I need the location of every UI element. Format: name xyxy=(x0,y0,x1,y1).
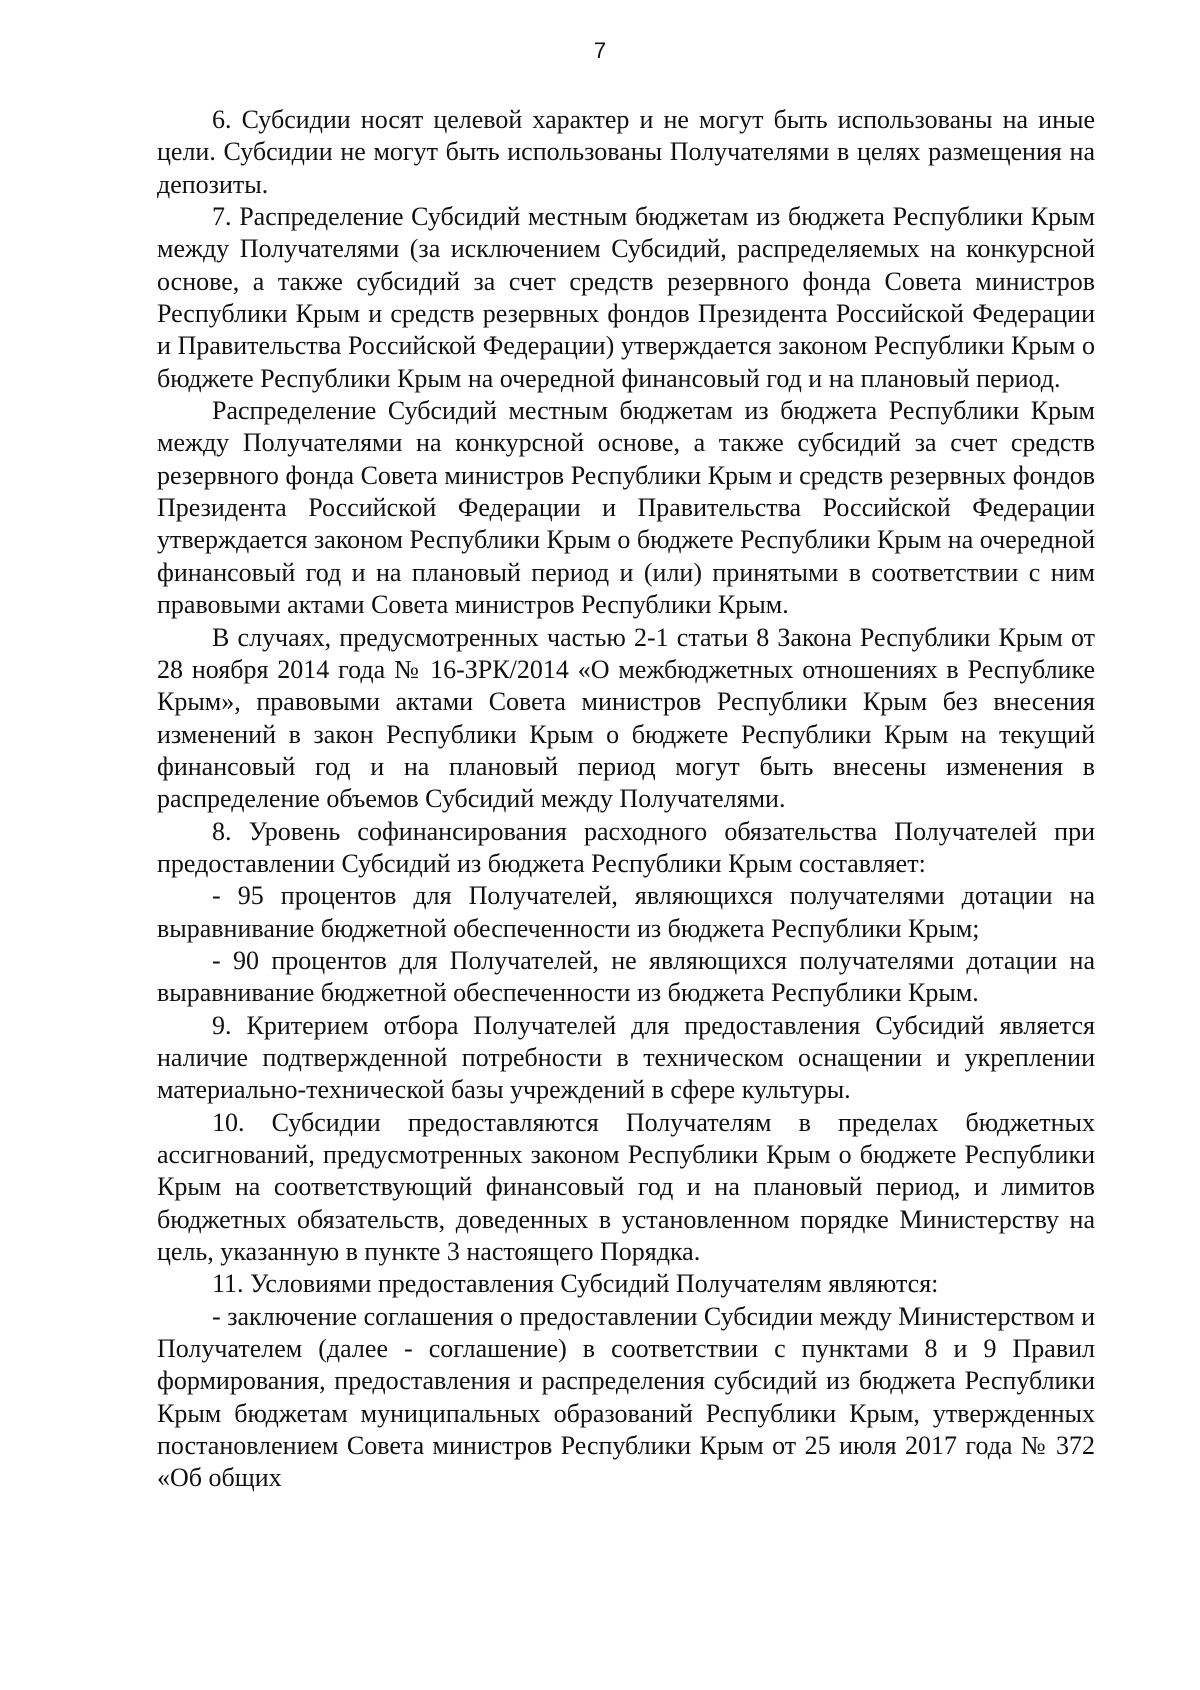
paragraph-11-item-agreement: - заключение соглашения о предоставлении Субсидии между Министерством и Получателем (далее - соглашение) в соответствии с пунктами 8 и 9 Правил формирования, предоставления и распределения субсидий из бюджета Республики Крым бюджетам муниципальных образований Республики Крым, утвержденных постановлением Совета министров Республики Крым от 25 июля 2017 года № 372 «Об общих xyxy=(157,1301,1095,1493)
paragraph-10: 10. Субсидии предоставляются Получателям в пределах бюджетных ассигнований, предусмотренных законом Республики Крым о бюджете Республики Крым на соответствующий финансовый год и на плановый период, и лимитов бюджетных обязательств, доведенных в установленном порядке Министерству на цель, указанную в пункте 3 настоящего Порядка. xyxy=(157,1107,1095,1267)
paragraph-11: 11. Условиями предоставления Субсидий Получателям являются: xyxy=(212,1269,939,1299)
page-number: 7 xyxy=(593,38,607,63)
document-body xyxy=(157,104,1095,1495)
paragraph-8-item-95: - 95 процентов для Получателей, являющихся получателями дотации на выравнивание бюджетной обеспеченности из бюджета Республики Крым; xyxy=(157,881,1095,943)
paragraph-7: 7. Распределение Субсидий местным бюджетам из бюджета Республики Крым между Получателями (за исключением Субсидий, распределяемых на конкурсной основе, а также субсидий за счет средств резервного фонда Совета министров Республики Крым и средств резервных фондов Президента Российской Федерации и Правительства Российской Федерации) утверждается законом Республики Крым о бюджете Республики Крым на очередной финансовый год и на плановый период. xyxy=(157,202,1095,393)
paragraph-8: 8. Уровень софинансирования расходного обязательства Получателей при предоставлении Субсидий из бюджета Республики Крым составляет: xyxy=(157,816,1095,878)
paragraph-9: 9. Критерием отбора Получателей для предоставления Субсидий является наличие подтвержденной потребности в техническом оснащении и укреплении материально-технической базы учреждений в сфере культуры. xyxy=(157,1010,1095,1105)
paragraph-7-distribution-competitive: Распределение Субсидий местным бюджетам из бюджета Республики Крым между Получателями на конкурсной основе, а также субсидий за счет средств резервного фонда Совета министров Республики Крым и средств резервных фондов Президента Российской Федерации и Правительства Российской Федерации утверждается законом Республики Крым о бюджете Республики Крым на очередной финансовый год и на плановый период и (или) принятыми в соответствии с ним правовыми актами Совета министров Республики Крым. xyxy=(157,396,1095,620)
paragraph-7-changes: В случаях, предусмотренных частью 2-1 статьи 8 Закона Республики Крым от 28 ноября 2014 года № 16-ЗРК/2014 «О межбюджетных отношениях в Республике Крым», правовыми актами Совета министров Республики Крым без внесения изменений в закон Республики Крым о бюджете Республики Крым на текущий финансовый год и на плановый период могут быть внесены изменения в распределение объемов Субсидий между Получателями. xyxy=(157,622,1095,814)
paragraph-8-item-90: - 90 процентов для Получателей, не являющихся получателями дотации на выравнивание бюджетной обеспеченности из бюджета Республики Крым. xyxy=(157,945,1095,1008)
paragraph-6: 6. Субсидии носят целевой характер и не могут быть использованы на иные цели. Субсидии не могут быть использованы Получателями в целях размещения на депозиты. xyxy=(157,105,1095,199)
